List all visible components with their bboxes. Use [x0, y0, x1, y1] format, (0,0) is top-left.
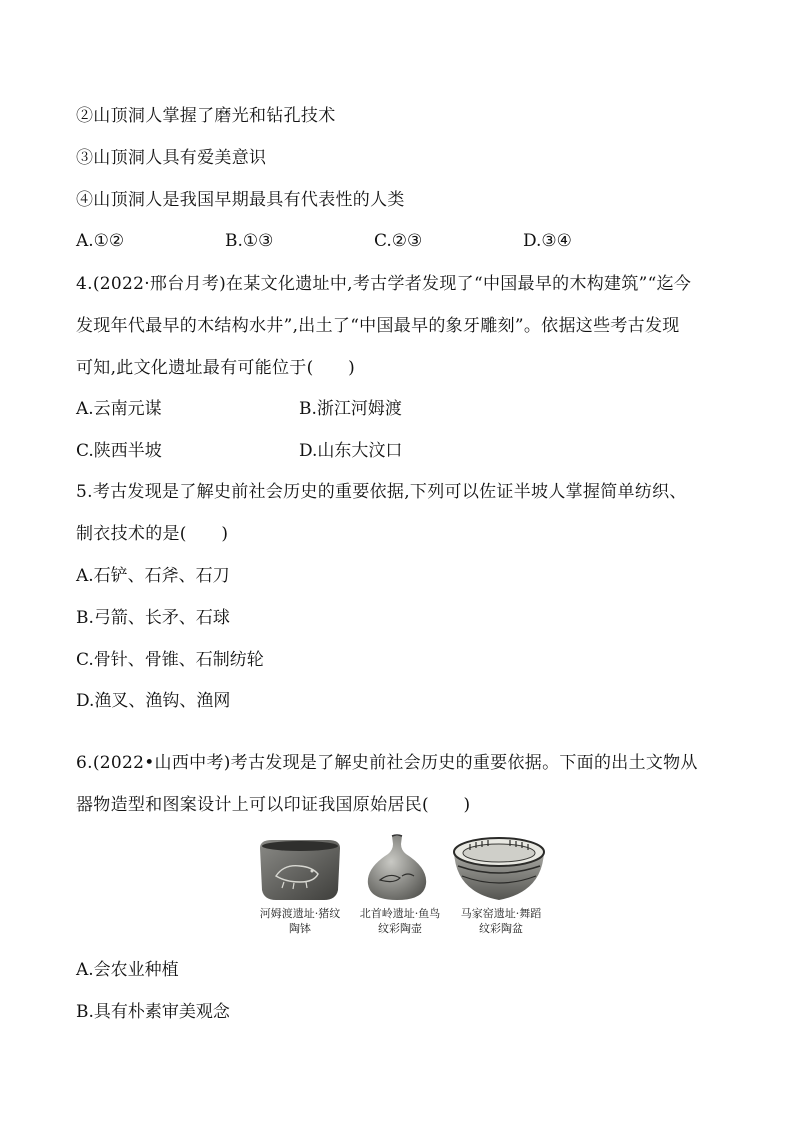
pig-pattern-bowl-image [254, 838, 346, 902]
q5-stem-line-1: 5.考古发现是了解史前社会历史的重要依据,下列可以佐证半坡人掌握简单纺织、 [76, 482, 687, 502]
q4-stem-line-3: 可知,此文化遗址最有可能位于( ) [76, 358, 356, 378]
figure-caption-1-line-2: 陶钵 [289, 922, 311, 935]
q6-option-a: A.会农业种植 [76, 960, 179, 980]
figure-caption-1 [252, 906, 348, 936]
fish-bird-pot-image [364, 834, 430, 904]
q6-stem-line-1: 6.(2022•山西中考)考古发现是了解史前社会历史的重要依据。下面的出土文物从 [76, 753, 698, 773]
figure-caption-2-line-2: 纹彩陶壶 [378, 922, 422, 935]
figure-caption-2 [352, 906, 448, 936]
q4-option-b: B.浙江河姆渡 [299, 399, 402, 419]
q4-option-d: D.山东大汶口 [299, 441, 403, 461]
q5-option-a: A.石铲、石斧、石刀 [76, 566, 230, 586]
q4-stem-line-1: 4.(2022·邢台月考)在某文化遗址中,考古学者发现了“中国最早的木构建筑”“迄今 [76, 274, 692, 294]
q5-stem-line-2: 制衣技术的是( ) [76, 524, 229, 544]
q3-option-d: D.③④ [523, 231, 572, 251]
q5-option-d: D.渔叉、渔钩、渔网 [76, 691, 231, 711]
q3-statement-3: ③山顶洞人具有爱美意识 [76, 148, 267, 168]
dancing-pattern-basin-image [450, 836, 548, 902]
q4-stem-line-2: 发现年代最早的木结构水井”,出土了“中国最早的象牙雕刻”。依据这些考古发现 [76, 316, 680, 336]
q3-option-a: A.①② [76, 231, 125, 251]
figure-caption-2-line-1: 北首岭遗址·鱼鸟 [359, 907, 441, 920]
figure-caption-3 [452, 906, 550, 936]
figure-caption-3-line-2: 纹彩陶盆 [479, 922, 523, 935]
q3-option-b: B.①③ [225, 231, 274, 251]
figure-caption-3-line-1: 马家窑遗址·舞蹈 [460, 907, 542, 920]
q3-statement-2: ②山顶洞人掌握了磨光和钻孔技术 [76, 106, 336, 126]
q6-option-b: B.具有朴素审美观念 [76, 1002, 230, 1022]
artifact-figures [252, 834, 552, 944]
q5-option-b: B.弓箭、长矛、石球 [76, 608, 230, 628]
q4-option-a: A.云南元谋 [76, 399, 162, 419]
q5-option-c: C.骨针、骨锥、石制纺轮 [76, 650, 264, 670]
q3-statement-4: ④山顶洞人是我国早期最具有代表性的人类 [76, 190, 405, 210]
q4-option-c: C.陕西半坡 [76, 441, 162, 461]
figure-caption-1-line-1: 河姆渡遗址·猪纹 [259, 907, 341, 920]
q6-stem-line-2: 器物造型和图案设计上可以印证我国原始居民( ) [76, 795, 471, 815]
q3-option-c: C.②③ [374, 231, 423, 251]
